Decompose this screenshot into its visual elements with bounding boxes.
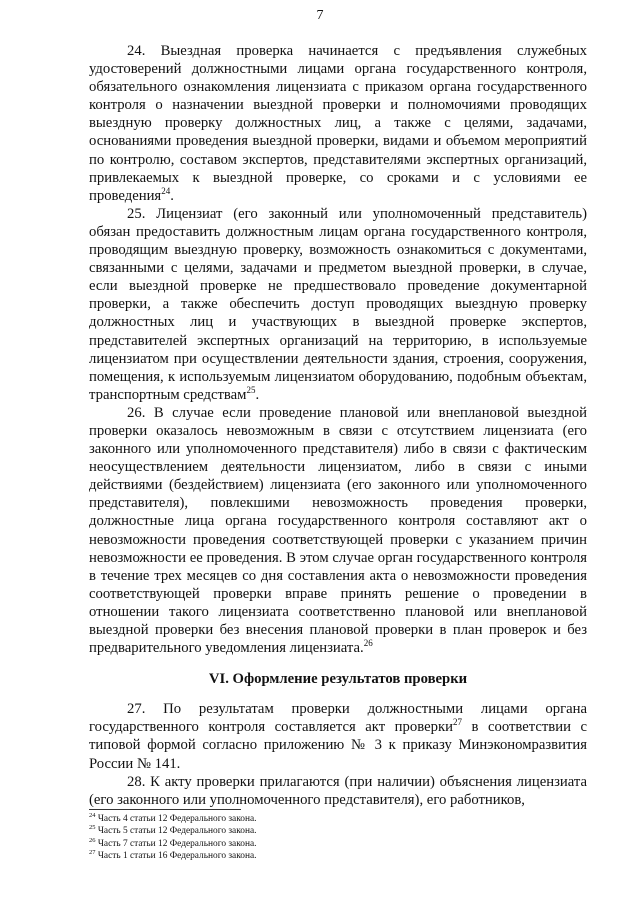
footnote-text: Часть 4 статьи 12 Федерального закона. <box>95 814 257 824</box>
footnote-text: Часть 1 статьи 16 Федерального закона. <box>95 850 257 861</box>
footnote-number: 24 <box>89 811 96 819</box>
document-body <box>89 42 587 809</box>
paragraph-tail: . <box>255 386 260 403</box>
footnote-item <box>89 838 587 850</box>
footnote-item <box>89 825 587 837</box>
footnote-number: 26 <box>89 836 96 844</box>
paragraph-text: 27. По результатам проверки должностными лицами органа государственного контроля составляется акт проверки <box>89 701 587 736</box>
paragraph-25 <box>89 205 587 404</box>
footnote-text: Часть 5 статьи 12 Федерального закона. <box>95 826 257 837</box>
footnote-number: 27 <box>89 848 96 856</box>
footnote-reference: 24 <box>161 185 171 196</box>
footnote-number: 25 <box>89 824 96 832</box>
footnote-reference: 27 <box>452 717 462 728</box>
paragraph-text: 28. К акту проверки прилагаются (при наличии) объяснения лицензиата (его законного или уполномоченного представителя), его работников, <box>89 773 587 808</box>
paragraph-27 <box>89 700 587 772</box>
paragraph-text: 25. Лицензиат (его законный или уполномоченный представитель) обязан предоставить должностным лицам органа государственного контроля, проводящим выездную проверку, возможность ознакомиться с документами, связанными с целями, задачами и предметом выездной проверки, в случае, если выездной проверке не предшествовало проведение документарной проверки, а также обеспечить доступ проводящих выездную проверку должностных лиц и участвующих в выездной проверке экспертов, представителей экспертных организаций на территорию, в используемые лицензиатом при осуществлении деятельности здания, строения, сооружения, помещения, к используемым лицензиатом оборудованию, подобным объектам, транспортным средствам <box>89 205 587 403</box>
footnotes <box>89 813 587 862</box>
page-number: 7 <box>316 8 324 23</box>
footnote-text: Часть 7 статьи 12 Федерального закона. <box>95 838 257 849</box>
paragraph-28 <box>89 773 587 809</box>
footnote-reference: 26 <box>363 638 373 649</box>
paragraph-26 <box>89 404 587 657</box>
paragraph-tail: в соответствии с типовой формой согласно приложению № 3 к приказу Минэкономразвития России № 141. <box>89 719 587 772</box>
paragraph-tail: . <box>170 187 174 204</box>
footnote-reference: 25 <box>246 384 256 395</box>
footnote-separator <box>89 809 241 810</box>
paragraph-text: 24. Выездная проверка начинается с предъявления служебных удостоверений должностными лицами органа государственного контроля, обязательного ознакомления лицензиата с приказом органа государственного контроля о назначении выездной проверки и полномочиями проводящих выездную проверку должностных лиц, а также с целями, задачами, основаниями проведения выездной проверки, видами и объемом мероприятий по контролю, составом экспертов, представителями экспертных организаций, привлекаемых к выездной проверке, со сроками и с условиями ее проведения <box>89 43 587 204</box>
paragraph-text: 26. В случае если проведение плановой или внеплановой выездной проверки оказалось невозможным в связи с отсутствием лицензиата (его законного или уполномоченного представителя) либо в связи с фактическим неосуществлением деятельности лицензиатом, либо в связи с иными действиями (бездействием) лицензиата (его законного или уполномоченного представителя), повлекшими невозможность проведения проверки, должностные лица органа государственного контроля составляют акт о невозможности проведения соответствующей проверки с указанием причин невозможности ее проведения. В этом случае орган государственного контроля в течение трех месяцев со дня составления акта о невозможности проведения соответствующей проверки вправе принять решение о проведении в отношении такого лицензиата соответственно плановой или внеплановой выездной проверки без внесения плановой проверки в план проверок и без предварительного уведомления лицензиата. <box>89 404 587 657</box>
footnote-item <box>89 850 587 862</box>
section-heading: VI. Оформление результатов проверки <box>208 671 468 688</box>
paragraph-24 <box>89 42 587 205</box>
footnote-item <box>89 813 587 825</box>
